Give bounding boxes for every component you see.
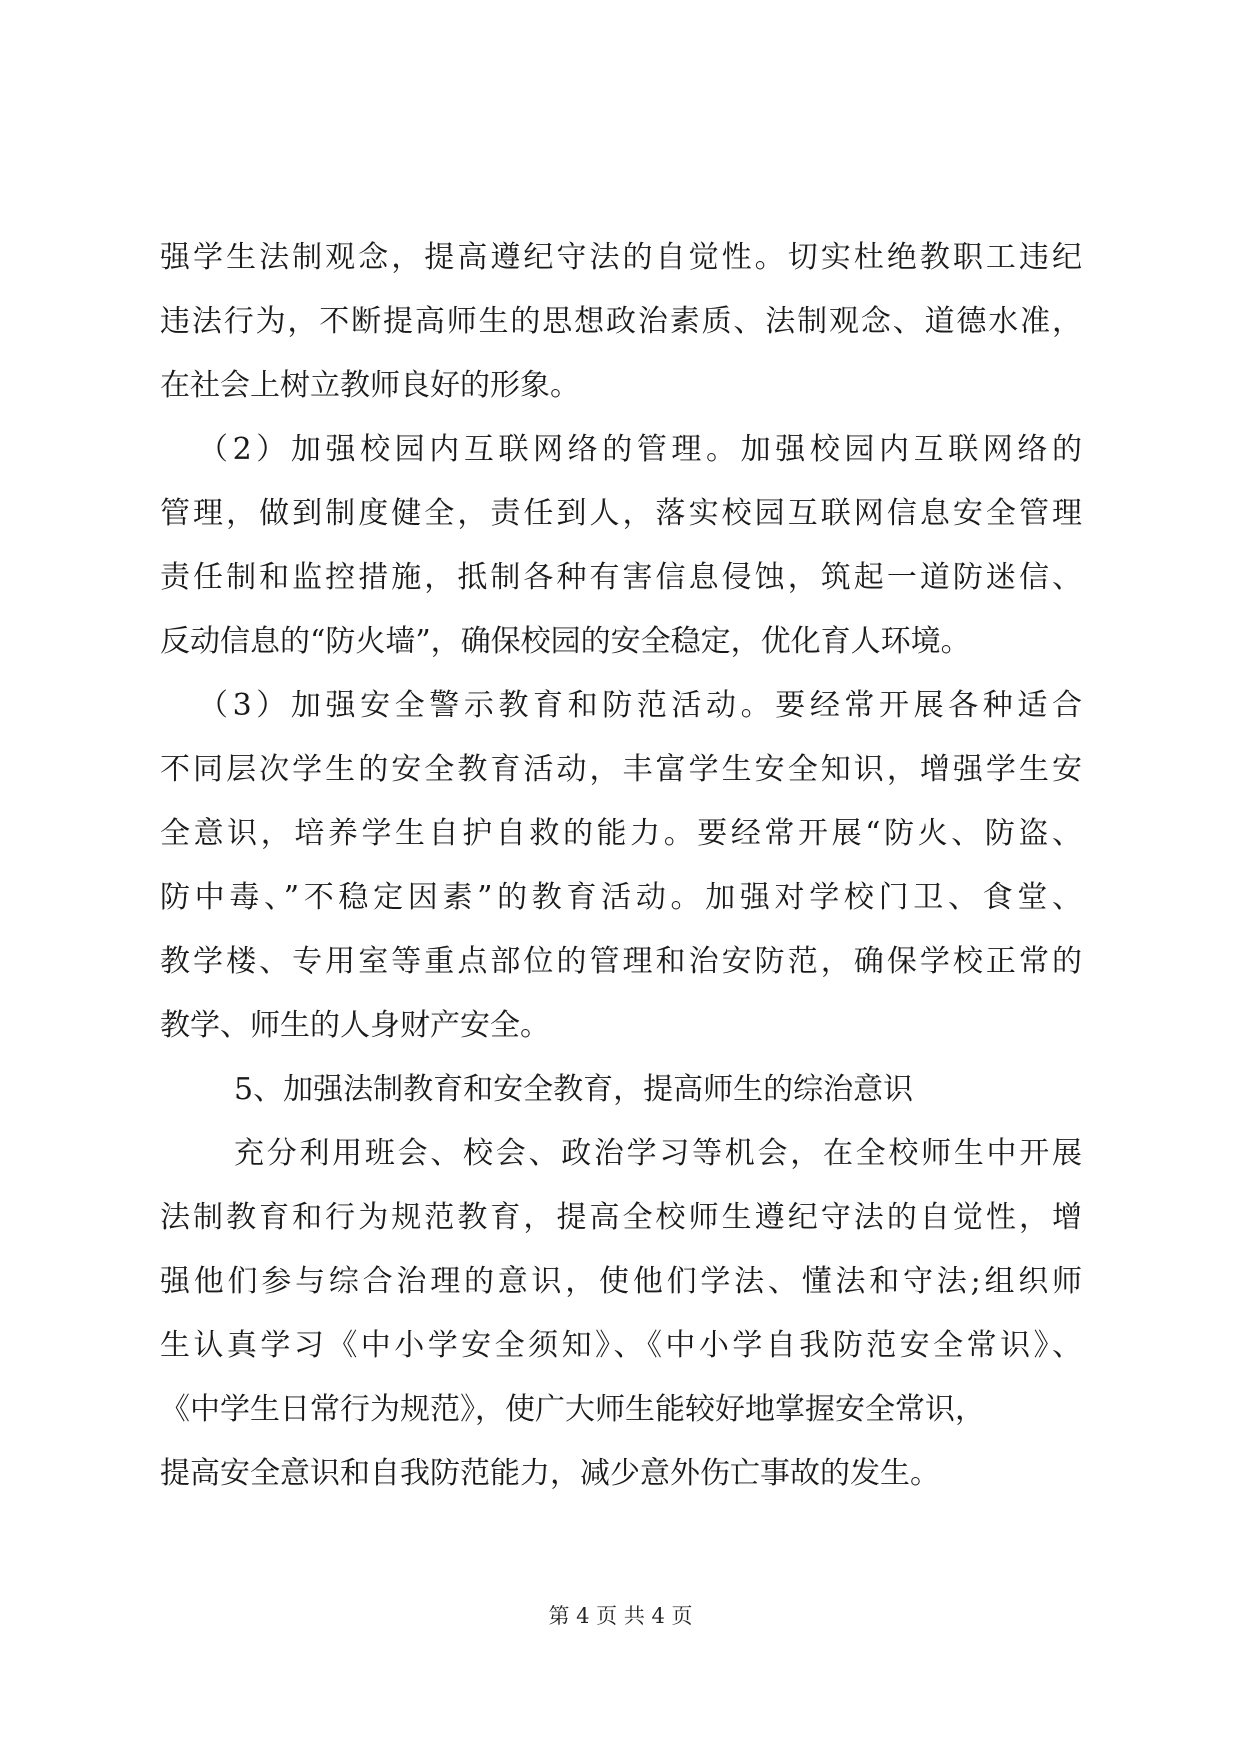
text-line: （2）加强校园内互联网络的管理。加强校园内互联网络的: [198, 432, 1082, 467]
text-line: 管理，做到制度健全，责任到人，落实校园互联网信息安全管理: [160, 496, 1082, 531]
text-line: 强学生法制观念，提高遵纪守法的自觉性。切实杜绝教职工违纪: [160, 240, 1082, 275]
page-number-footer: 第 4 页 共 4 页: [548, 1604, 693, 1628]
document-body: [160, 226, 1082, 1506]
text-line: 生认真学习《中小学安全须知》、《中小学自我防范安全常识》、: [160, 1328, 1082, 1363]
text-line: 提高安全意识和自我防范能力，减少意外伤亡事故的发生。: [160, 1456, 940, 1491]
text-line: （3）加强安全警示教育和防范活动。要经常开展各种适合: [198, 688, 1082, 723]
text-line: 强他们参与综合治理的意识，使他们学法、懂法和守法;组织师: [160, 1264, 1082, 1299]
text-line: 法制教育和行为规范教育，提高全校师生遵纪守法的自觉性，增: [160, 1200, 1082, 1235]
text-line: 反动信息的“防火墙”，确保校园的安全稳定，优化育人环境。: [160, 624, 971, 659]
text-line: 教学楼、专用室等重点部位的管理和治安防范，确保学校正常的: [160, 944, 1082, 979]
text-line: 责任制和监控措施，抵制各种有害信息侵蚀，筑起一道防迷信、: [160, 560, 1082, 595]
text-line: 防中毒、”不稳定因素”的教育活动。加强对学校门卫、食堂、: [160, 880, 1082, 915]
text-line: 《中学生日常行为规范》，使广大师生能较好地掌握安全常识，: [160, 1392, 985, 1427]
text-line: 在社会上树立教师良好的形象。: [160, 368, 580, 403]
text-line: 不同层次学生的安全教育活动，丰富学生安全知识，增强学生安: [160, 752, 1082, 787]
section-heading: 5、加强法制教育和安全教育，提高师生的综治意识: [234, 1072, 914, 1107]
text-line: 充分利用班会、校会、政治学习等机会，在全校师生中开展: [234, 1136, 1082, 1171]
text-line: 违法行为，不断提高师生的思想政治素质、法制观念、道德水准，: [160, 304, 1082, 339]
text-line: 全意识，培养学生自护自救的能力。要经常开展“防火、防盗、: [160, 816, 1082, 851]
text-line: 教学、师生的人身财产安全。: [160, 1008, 550, 1043]
